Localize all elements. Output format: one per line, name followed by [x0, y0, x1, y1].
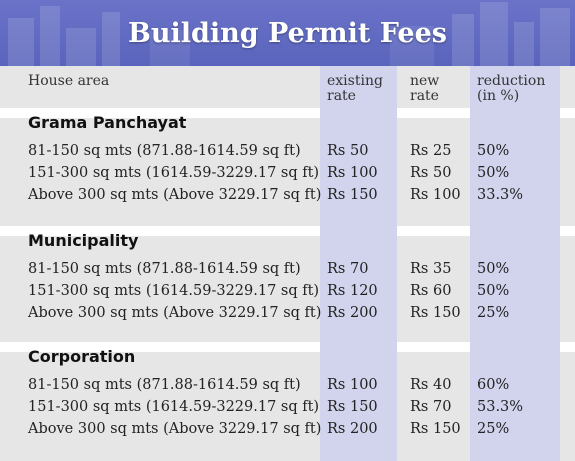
row-house-area: 81-150 sq mts (871.88-1614.59 sq ft)	[28, 143, 301, 159]
row-existing-rate: Rs 150	[327, 399, 378, 415]
title-banner	[0, 0, 575, 66]
row-existing-rate: Rs 150	[327, 187, 378, 203]
row-house-area: 151-300 sq mts (1614.59-3229.17 sq ft)	[28, 399, 320, 415]
row-reduction: 50%	[477, 143, 510, 159]
row-house-area: Above 300 sq mts (Above 3229.17 sq ft)	[28, 421, 322, 437]
header-existing-rate: existing rate	[327, 73, 383, 104]
row-existing-rate: Rs 100	[327, 377, 378, 393]
row-existing-rate: Rs 70	[327, 261, 369, 277]
row-existing-rate: Rs 120	[327, 283, 378, 299]
section-title: Grama Panchayat	[28, 113, 187, 132]
row-house-area: Above 300 sq mts (Above 3229.17 sq ft)	[28, 305, 322, 321]
header-house-area: House area	[28, 73, 110, 89]
header-reduction: reduction (in %)	[477, 73, 546, 104]
section-title: Municipality	[28, 231, 139, 250]
row-house-area: 151-300 sq mts (1614.59-3229.17 sq ft)	[28, 283, 320, 299]
row-new-rate: Rs 35	[410, 261, 452, 277]
row-reduction: 50%	[477, 261, 510, 277]
row-new-rate: Rs 40	[410, 377, 452, 393]
row-new-rate: Rs 150	[410, 305, 461, 321]
row-house-area: 151-300 sq mts (1614.59-3229.17 sq ft)	[28, 165, 320, 181]
row-new-rate: Rs 100	[410, 187, 461, 203]
section-title: Corporation	[28, 347, 136, 366]
row-reduction: 33.3%	[477, 187, 524, 203]
row-reduction: 50%	[477, 283, 510, 299]
row-new-rate: Rs 60	[410, 283, 452, 299]
row-existing-rate: Rs 100	[327, 165, 378, 181]
row-reduction: 60%	[477, 377, 510, 393]
page-title: Building Permit Fees	[128, 17, 447, 49]
row-existing-rate: Rs 200	[327, 421, 378, 437]
row-house-area: Above 300 sq mts (Above 3229.17 sq ft)	[28, 187, 322, 203]
row-new-rate: Rs 25	[410, 143, 452, 159]
header-new-rate: new rate	[410, 73, 440, 104]
row-new-rate: Rs 50	[410, 165, 452, 181]
row-house-area: 81-150 sq mts (871.88-1614.59 sq ft)	[28, 261, 301, 277]
row-new-rate: Rs 70	[410, 399, 452, 415]
row-reduction: 25%	[477, 305, 510, 321]
row-reduction: 53.3%	[477, 399, 524, 415]
row-existing-rate: Rs 50	[327, 143, 369, 159]
row-existing-rate: Rs 200	[327, 305, 378, 321]
row-house-area: 81-150 sq mts (871.88-1614.59 sq ft)	[28, 377, 301, 393]
row-new-rate: Rs 150	[410, 421, 461, 437]
row-reduction: 25%	[477, 421, 510, 437]
row-reduction: 50%	[477, 165, 510, 181]
